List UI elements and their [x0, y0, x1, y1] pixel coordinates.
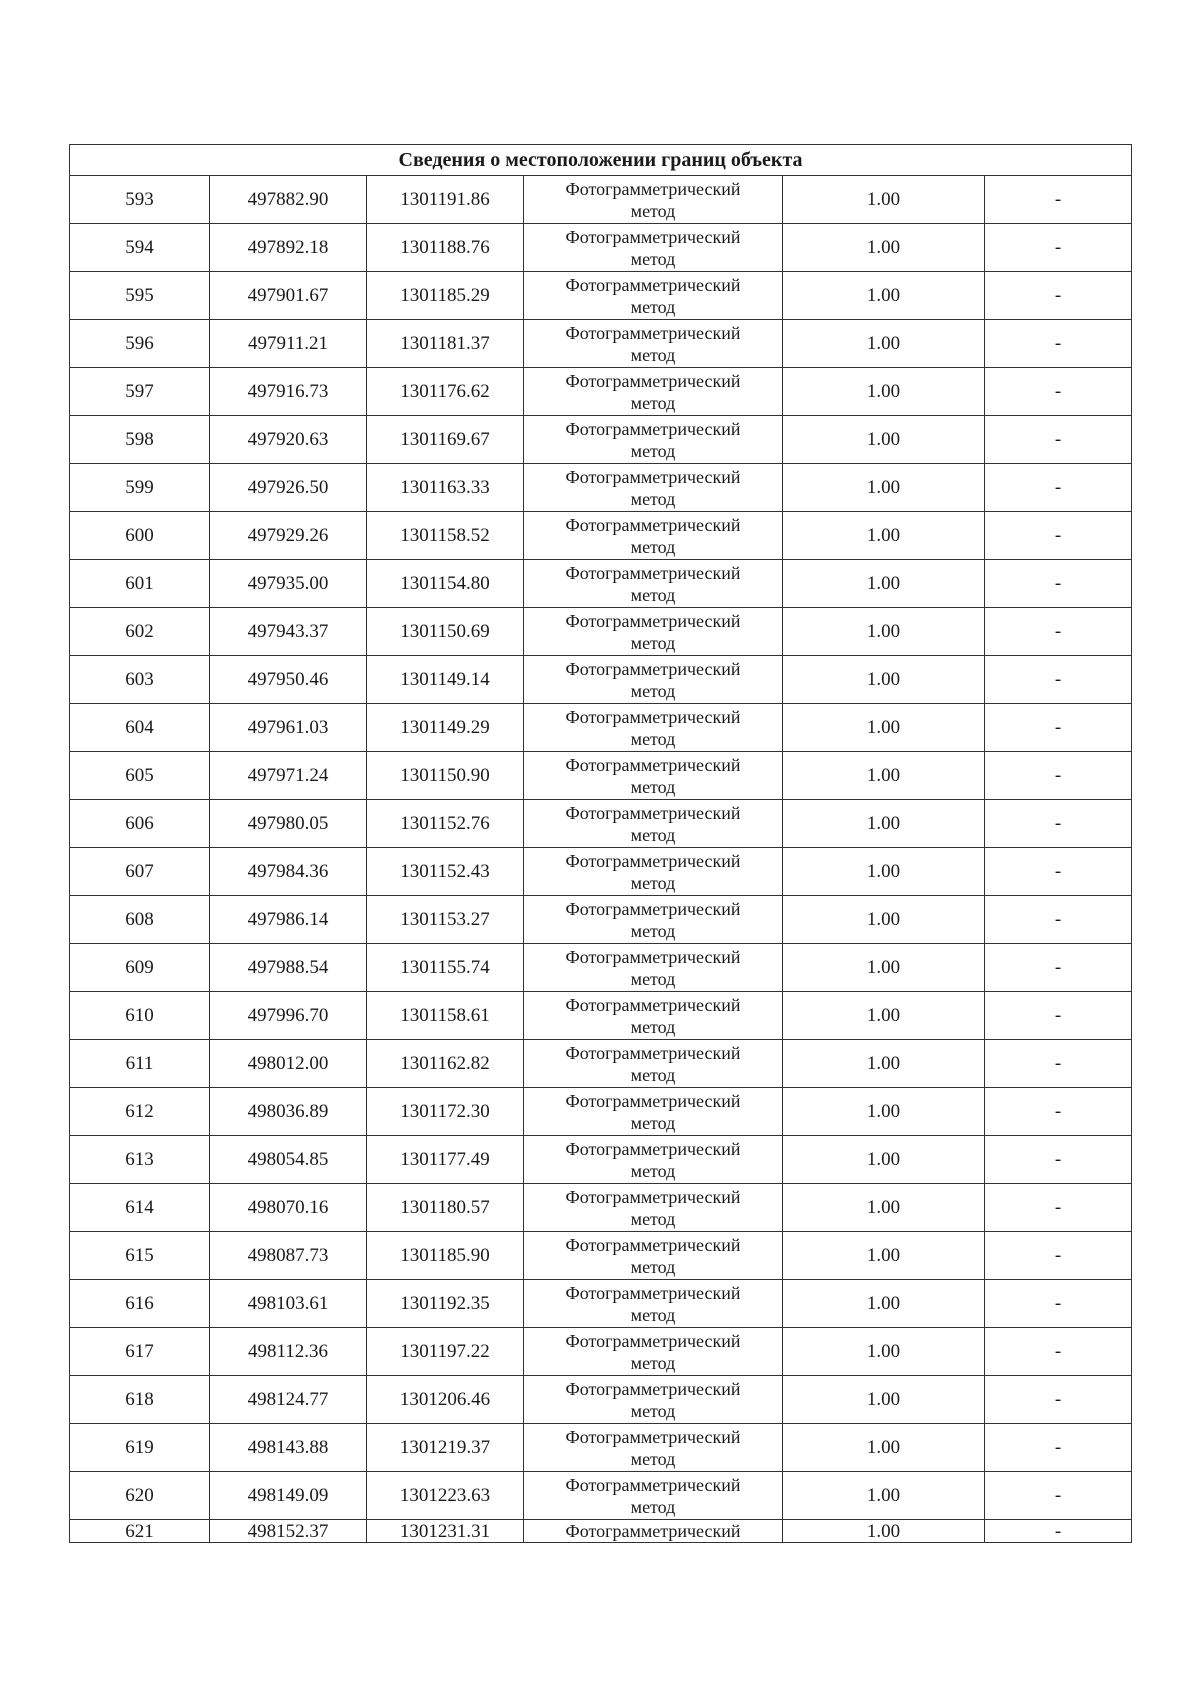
coord-y: 1301197.22: [367, 1328, 524, 1376]
method-line-1: Фотограмметрический: [565, 178, 741, 199]
method-cell: [524, 1136, 783, 1184]
point-number: 599: [70, 464, 210, 512]
method-cell: [524, 1088, 783, 1136]
table-row: [70, 992, 1132, 1040]
point-number: 621: [70, 1520, 210, 1543]
point-number: 614: [70, 1184, 210, 1232]
point-number: 596: [70, 320, 210, 368]
method-line-2: метод: [630, 1400, 676, 1421]
method-line-1: Фотограмметрический: [565, 754, 741, 775]
method-line-1: Фотограмметрический: [565, 466, 741, 487]
point-number: 598: [70, 416, 210, 464]
method-line-1: Фотограмметрический: [565, 898, 741, 919]
point-number: 594: [70, 224, 210, 272]
method-cell: [524, 176, 783, 224]
accuracy: 1.00: [783, 1424, 985, 1472]
method-line-2: метод: [630, 1304, 676, 1325]
point-number: 593: [70, 176, 210, 224]
accuracy: 1.00: [783, 1328, 985, 1376]
method-cell: [524, 1184, 783, 1232]
method-cell: [524, 272, 783, 320]
accuracy: 1.00: [783, 992, 985, 1040]
method-line-1: Фотограмметрический: [565, 514, 741, 535]
method-line-2: метод: [630, 680, 676, 701]
method-cell: [524, 1376, 783, 1424]
boundary-coordinates-table-wrapper: [69, 144, 1131, 1543]
method-line-2: метод: [630, 920, 676, 941]
coord-y: 1301188.76: [367, 224, 524, 272]
description: -: [985, 1424, 1132, 1472]
method-line-2: метод: [630, 1160, 676, 1181]
table-row: [70, 896, 1132, 944]
method-line-2: метод: [630, 1208, 676, 1229]
point-number: 610: [70, 992, 210, 1040]
description: -: [985, 176, 1132, 224]
description: -: [985, 272, 1132, 320]
description: -: [985, 512, 1132, 560]
method-cell: [524, 224, 783, 272]
accuracy: 1.00: [783, 416, 985, 464]
accuracy: 1.00: [783, 272, 985, 320]
method-cell: [524, 1520, 783, 1543]
method-line-1: Фотограмметрический: [565, 1378, 741, 1399]
method-line-1: Фотограмметрический: [565, 226, 741, 247]
table-caption-row: [70, 145, 1132, 176]
table-row: [70, 704, 1132, 752]
method-line-2: метод: [630, 536, 676, 557]
coord-y: 1301185.90: [367, 1232, 524, 1280]
table-row: [70, 608, 1132, 656]
coord-x: 498124.77: [210, 1376, 367, 1424]
description: -: [985, 1376, 1132, 1424]
description: -: [985, 656, 1132, 704]
description: -: [985, 464, 1132, 512]
method-line-2: метод: [630, 296, 676, 317]
description: -: [985, 944, 1132, 992]
method-line-1: Фотограмметрический: [565, 562, 741, 583]
point-number: 607: [70, 848, 210, 896]
coord-x: 498152.37: [210, 1520, 367, 1543]
method-line-1: Фотограмметрический: [565, 1521, 741, 1541]
accuracy: 1.00: [783, 848, 985, 896]
description: -: [985, 320, 1132, 368]
description: -: [985, 608, 1132, 656]
accuracy: 1.00: [783, 944, 985, 992]
table-row: [70, 176, 1132, 224]
table-row: [70, 1280, 1132, 1328]
coord-y: 1301206.46: [367, 1376, 524, 1424]
coord-y: 1301191.86: [367, 176, 524, 224]
table-row: [70, 944, 1132, 992]
method-line-1: Фотограмметрический: [565, 1042, 741, 1063]
method-cell: [524, 752, 783, 800]
method-line-2: метод: [630, 584, 676, 605]
coord-x: 497901.67: [210, 272, 367, 320]
accuracy: 1.00: [783, 656, 985, 704]
method-line-1: Фотограмметрический: [565, 1426, 741, 1447]
accuracy: 1.00: [783, 608, 985, 656]
coord-y: 1301163.33: [367, 464, 524, 512]
method-line-1: Фотограмметрический: [565, 418, 741, 439]
description: -: [985, 896, 1132, 944]
method-line-1: Фотограмметрический: [565, 706, 741, 727]
description: -: [985, 1472, 1132, 1520]
method-line-1: Фотограмметрический: [565, 1186, 741, 1207]
coord-x: 497911.21: [210, 320, 367, 368]
coord-x: 497943.37: [210, 608, 367, 656]
coord-y: 1301192.35: [367, 1280, 524, 1328]
point-number: 602: [70, 608, 210, 656]
method-cell: [524, 848, 783, 896]
coord-y: 1301223.63: [367, 1472, 524, 1520]
coord-x: 497916.73: [210, 368, 367, 416]
method-line-1: Фотограмметрический: [565, 658, 741, 679]
coord-x: 498070.16: [210, 1184, 367, 1232]
method-line-2: метод: [630, 728, 676, 749]
table-row: [70, 368, 1132, 416]
point-number: 600: [70, 512, 210, 560]
description: -: [985, 1232, 1132, 1280]
boundary-coordinates-table: [69, 144, 1132, 1543]
description: -: [985, 1328, 1132, 1376]
description: -: [985, 1040, 1132, 1088]
method-cell: [524, 368, 783, 416]
table-row: [70, 1328, 1132, 1376]
method-cell: [524, 800, 783, 848]
coord-y: 1301176.62: [367, 368, 524, 416]
table-row: [70, 1184, 1132, 1232]
description: -: [985, 560, 1132, 608]
table-body: [70, 176, 1132, 1543]
accuracy: 1.00: [783, 320, 985, 368]
coord-x: 498087.73: [210, 1232, 367, 1280]
method-line-1: Фотограмметрический: [565, 1474, 741, 1495]
coord-x: 497988.54: [210, 944, 367, 992]
accuracy: 1.00: [783, 1376, 985, 1424]
table-row: [70, 560, 1132, 608]
point-number: 618: [70, 1376, 210, 1424]
coord-x: 497892.18: [210, 224, 367, 272]
coord-x: 498054.85: [210, 1136, 367, 1184]
method-line-2: метод: [630, 824, 676, 845]
description: -: [985, 416, 1132, 464]
coord-y: 1301153.27: [367, 896, 524, 944]
point-number: 608: [70, 896, 210, 944]
method-line-2: метод: [630, 1448, 676, 1469]
table-row: [70, 1424, 1132, 1472]
table-row: [70, 416, 1132, 464]
point-number: 603: [70, 656, 210, 704]
method-line-1: Фотограмметрический: [565, 850, 741, 871]
description: -: [985, 1136, 1132, 1184]
coord-x: 497996.70: [210, 992, 367, 1040]
coord-x: 498036.89: [210, 1088, 367, 1136]
coord-y: 1301231.31: [367, 1520, 524, 1543]
coord-y: 1301177.49: [367, 1136, 524, 1184]
coord-y: 1301154.80: [367, 560, 524, 608]
method-cell: [524, 416, 783, 464]
accuracy: 1.00: [783, 1280, 985, 1328]
method-cell: [524, 1040, 783, 1088]
method-line-2: метод: [630, 488, 676, 509]
method-line-2: метод: [630, 392, 676, 413]
method-line-1: Фотограмметрический: [565, 1282, 741, 1303]
coord-x: 498149.09: [210, 1472, 367, 1520]
method-cell: [524, 656, 783, 704]
method-cell: [524, 1280, 783, 1328]
table-row: [70, 512, 1132, 560]
table-caption: Сведения о местоположении границ объекта: [70, 145, 1132, 176]
method-line-1: Фотограмметрический: [565, 1090, 741, 1111]
coord-y: 1301172.30: [367, 1088, 524, 1136]
accuracy: 1.00: [783, 1520, 985, 1543]
coord-x: 497920.63: [210, 416, 367, 464]
point-number: 604: [70, 704, 210, 752]
table-row: [70, 1232, 1132, 1280]
coord-x: 498143.88: [210, 1424, 367, 1472]
table-row: [70, 1472, 1132, 1520]
method-cell: [524, 1424, 783, 1472]
coord-x: 497986.14: [210, 896, 367, 944]
point-number: 601: [70, 560, 210, 608]
method-line-2: метод: [630, 248, 676, 269]
table-row: [70, 1376, 1132, 1424]
coord-y: 1301162.82: [367, 1040, 524, 1088]
accuracy: 1.00: [783, 1232, 985, 1280]
point-number: 609: [70, 944, 210, 992]
point-number: 613: [70, 1136, 210, 1184]
table-row: [70, 848, 1132, 896]
coord-x: 497926.50: [210, 464, 367, 512]
accuracy: 1.00: [783, 464, 985, 512]
table-row: [70, 1088, 1132, 1136]
method-cell: [524, 704, 783, 752]
method-cell: [524, 1472, 783, 1520]
accuracy: 1.00: [783, 224, 985, 272]
method-line-1: Фотограмметрический: [565, 1330, 741, 1351]
method-cell: [524, 560, 783, 608]
method-cell: [524, 512, 783, 560]
table-row: [70, 464, 1132, 512]
coord-x: 497984.36: [210, 848, 367, 896]
description: -: [985, 848, 1132, 896]
coord-x: 497971.24: [210, 752, 367, 800]
coord-x: 497950.46: [210, 656, 367, 704]
table-row: [70, 752, 1132, 800]
point-number: 620: [70, 1472, 210, 1520]
method-line-2: метод: [630, 344, 676, 365]
method-line-1: Фотограмметрический: [565, 946, 741, 967]
description: -: [985, 1280, 1132, 1328]
method-cell: [524, 464, 783, 512]
accuracy: 1.00: [783, 1088, 985, 1136]
table-row: [70, 656, 1132, 704]
coord-x: 498012.00: [210, 1040, 367, 1088]
coord-y: 1301219.37: [367, 1424, 524, 1472]
coord-y: 1301149.14: [367, 656, 524, 704]
method-line-2: метод: [630, 1112, 676, 1133]
description: -: [985, 1520, 1132, 1543]
coord-y: 1301158.52: [367, 512, 524, 560]
coord-y: 1301180.57: [367, 1184, 524, 1232]
table-row: [70, 224, 1132, 272]
accuracy: 1.00: [783, 800, 985, 848]
method-line-2: метод: [630, 632, 676, 653]
method-line-1: Фотограмметрический: [565, 322, 741, 343]
method-line-2: метод: [630, 200, 676, 221]
coord-y: 1301150.69: [367, 608, 524, 656]
method-cell: [524, 992, 783, 1040]
coord-x: 497929.26: [210, 512, 367, 560]
method-cell: [524, 896, 783, 944]
method-line-1: Фотограмметрический: [565, 610, 741, 631]
method-cell: [524, 944, 783, 992]
accuracy: 1.00: [783, 1136, 985, 1184]
description: -: [985, 752, 1132, 800]
coord-y: 1301181.37: [367, 320, 524, 368]
accuracy: 1.00: [783, 368, 985, 416]
method-line-1: Фотограмметрический: [565, 1234, 741, 1255]
point-number: 595: [70, 272, 210, 320]
point-number: 597: [70, 368, 210, 416]
accuracy: 1.00: [783, 512, 985, 560]
table-row: [70, 1520, 1132, 1543]
method-line-1: Фотограмметрический: [565, 274, 741, 295]
method-line-1: Фотограмметрический: [565, 994, 741, 1015]
description: -: [985, 1088, 1132, 1136]
description: -: [985, 992, 1132, 1040]
point-number: 616: [70, 1280, 210, 1328]
description: -: [985, 704, 1132, 752]
accuracy: 1.00: [783, 704, 985, 752]
description: -: [985, 224, 1132, 272]
coord-x: 498112.36: [210, 1328, 367, 1376]
accuracy: 1.00: [783, 752, 985, 800]
coord-x: 497935.00: [210, 560, 367, 608]
method-line-2: метод: [630, 1496, 676, 1517]
method-line-2: метод: [630, 776, 676, 797]
table-row: [70, 272, 1132, 320]
description: -: [985, 800, 1132, 848]
point-number: 612: [70, 1088, 210, 1136]
method-line-1: Фотограмметрический: [565, 1138, 741, 1159]
point-number: 611: [70, 1040, 210, 1088]
coord-y: 1301155.74: [367, 944, 524, 992]
accuracy: 1.00: [783, 1184, 985, 1232]
table-row: [70, 1040, 1132, 1088]
point-number: 619: [70, 1424, 210, 1472]
table-row: [70, 320, 1132, 368]
method-line-1: Фотограмметрический: [565, 802, 741, 823]
accuracy: 1.00: [783, 896, 985, 944]
coord-y: 1301152.43: [367, 848, 524, 896]
method-line-2: метод: [630, 1064, 676, 1085]
table-row: [70, 1136, 1132, 1184]
method-line-2: метод: [630, 968, 676, 989]
coord-y: 1301152.76: [367, 800, 524, 848]
method-cell: [524, 1232, 783, 1280]
method-cell: [524, 608, 783, 656]
coord-y: 1301149.29: [367, 704, 524, 752]
accuracy: 1.00: [783, 560, 985, 608]
point-number: 605: [70, 752, 210, 800]
accuracy: 1.00: [783, 1472, 985, 1520]
table-row: [70, 800, 1132, 848]
accuracy: 1.00: [783, 1040, 985, 1088]
coord-x: 497882.90: [210, 176, 367, 224]
method-line-2: метод: [630, 1016, 676, 1037]
coord-y: 1301158.61: [367, 992, 524, 1040]
method-line-2: метод: [630, 1352, 676, 1373]
coord-y: 1301150.90: [367, 752, 524, 800]
method-line-2: метод: [630, 872, 676, 893]
point-number: 617: [70, 1328, 210, 1376]
coord-y: 1301169.67: [367, 416, 524, 464]
accuracy: 1.00: [783, 176, 985, 224]
coord-y: 1301185.29: [367, 272, 524, 320]
method-line-2: метод: [630, 440, 676, 461]
method-line-1: Фотограмметрический: [565, 370, 741, 391]
coord-x: 498103.61: [210, 1280, 367, 1328]
coord-x: 497980.05: [210, 800, 367, 848]
method-cell: [524, 1328, 783, 1376]
method-cell: [524, 320, 783, 368]
point-number: 606: [70, 800, 210, 848]
description: -: [985, 368, 1132, 416]
description: -: [985, 1184, 1132, 1232]
point-number: 615: [70, 1232, 210, 1280]
method-line-2: метод: [630, 1256, 676, 1277]
coord-x: 497961.03: [210, 704, 367, 752]
